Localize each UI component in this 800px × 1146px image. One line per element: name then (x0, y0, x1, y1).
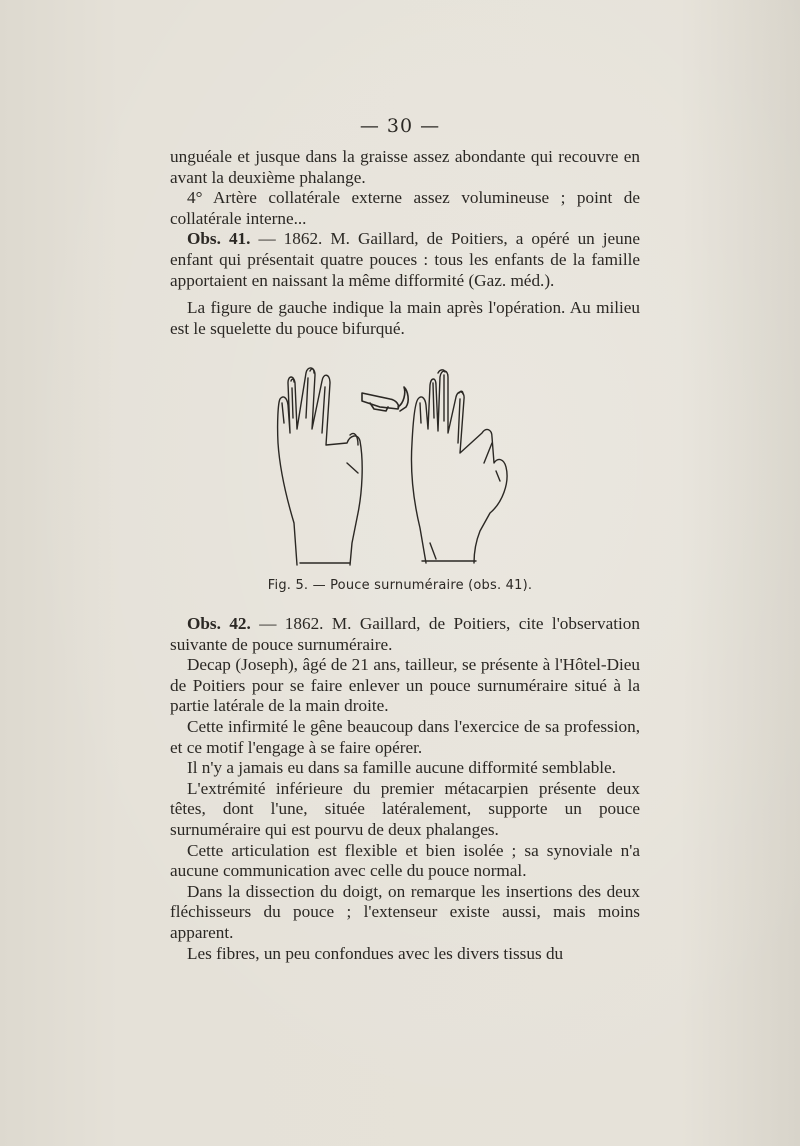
paragraph-family: Il n'y a jamais eu dans sa famille aucune difformité semblable. (187, 758, 616, 778)
left-hand-drawing (278, 368, 363, 565)
figure-caption: Fig. 5. — Pouce surnuméraire (obs. 41). (267, 578, 533, 593)
obs-41-label: Obs. 41. (187, 229, 251, 249)
hands-illustration (270, 363, 540, 573)
paragraph-metacarpal: L'extrémité inférieure du premier métacarpien présente deux têtes, dont l'une, située latéralement, supporte un pouce surnuméraire qui est pourvu de deux phalanges. (170, 778, 640, 839)
obs-42-label: Obs. 42. (187, 614, 251, 633)
paragraph-continuation: unguéale et jusque dans la graisse assez abondante qui recouvre en avant la deuxième phalange. (170, 147, 640, 187)
page-number: — 30 — (359, 115, 441, 137)
paragraph-articulation: Cette articulation est flexible et bien isolée ; sa synoviale n'a aucune communication avec celle du pouce normal. (170, 840, 640, 881)
obs-42-text: — 1862. M. Gaillard, de Poitiers, cite l'observation suivante de pouce surnuméraire. (170, 614, 640, 654)
top-text-block (170, 147, 640, 339)
paragraph-artery: 4° Artère collatérale externe assez volumineuse ; point de collatérale interne... (170, 188, 640, 228)
obs-41-text: — 1862. M. Gaillard, de Poitiers, a opéré un jeune enfant qui présentait quatre pouces : tous les enfants de la famille apportaient en naissant la même difformité (Gaz. méd.). (170, 229, 640, 290)
paragraph-infirmity: Cette infirmité le gêne beaucoup dans l'exercice de sa profession, et ce motif l'engage à se faire opérer. (170, 716, 640, 757)
paragraph-patient: Decap (Joseph), âgé de 21 ans, tailleur, se présente à l'Hôtel-Dieu de Poitiers pour se faire enlever un pouce surnuméraire situé à la partie latérale de la main droite. (170, 655, 640, 716)
right-hand-drawing (411, 370, 507, 563)
bifurcated-thumb-skeleton (362, 387, 408, 411)
paragraph-figure-description: La figure de gauche indique la main après l'opération. Au milieu est le squelette du pouce bifurqué. (170, 298, 640, 338)
paragraph-obs-41 (170, 229, 640, 291)
bottom-text-block (170, 614, 640, 964)
paragraph-obs-42 (170, 614, 640, 655)
paragraph-dissection: Dans la dissection du doigt, on remarque les insertions des deux fléchisseurs du pouce ; l'extenseur existe aussi, mais moins apparent. (170, 881, 640, 942)
paragraph-fibres: Les fibres, un peu confondues avec les divers tissus du (187, 943, 564, 963)
